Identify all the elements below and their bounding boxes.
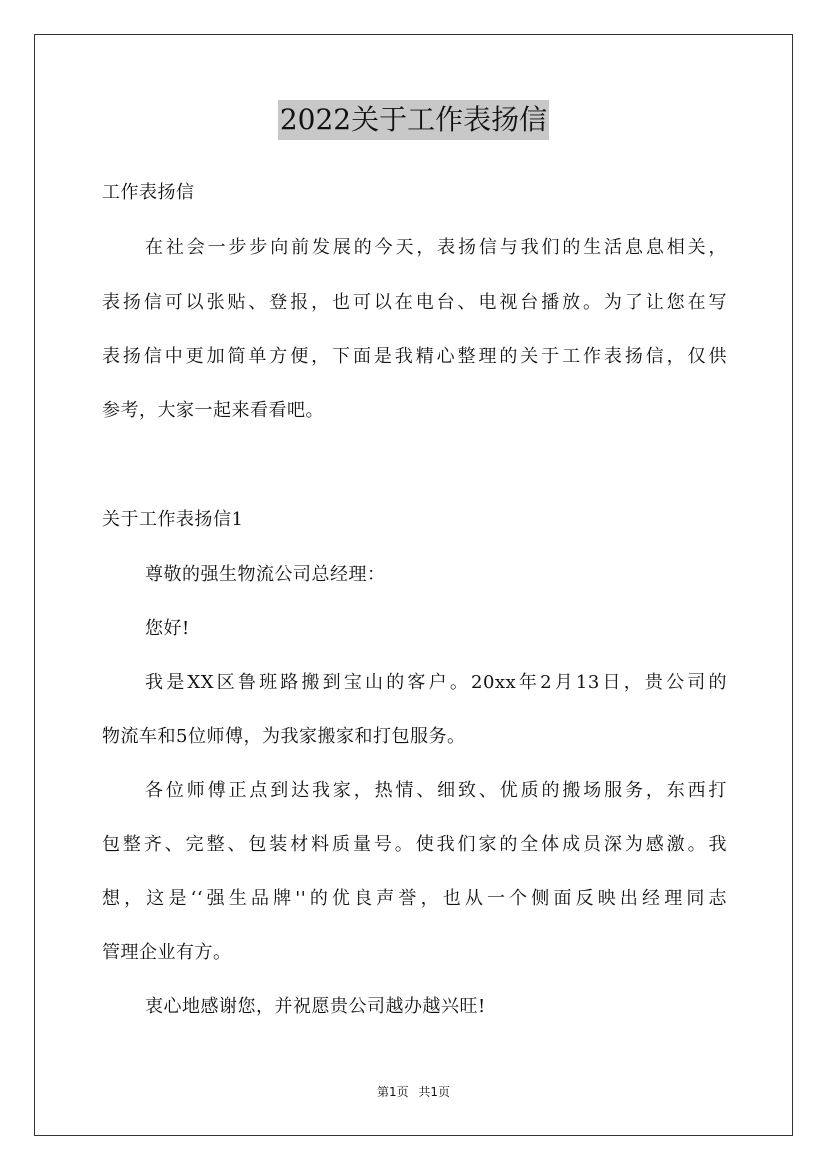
title-container <box>0 100 827 140</box>
para2-line-3: 想，这是‘‘强生品牌''的优良声誉，也从一个侧面反映出经理同志 <box>102 888 727 909</box>
greeting: 您好! <box>145 618 190 639</box>
section-title: 关于工作表扬信1 <box>102 509 244 530</box>
intro-line-3: 表扬信中更加简单方便，下面是我精心整理的关于工作表扬信，仅供 <box>102 346 727 367</box>
intro-line-2: 表扬信可以张贴、登报，也可以在电台、电视台播放。为了让您在写 <box>102 292 727 313</box>
para1-line-1: 我是XX区鲁班路搬到宝山的客户。20xx年2月13日，贵公司的 <box>145 672 727 693</box>
para2-line-4: 管理企业有方。 <box>102 942 232 963</box>
salutation: 尊敬的强生物流公司总经理： <box>145 564 386 585</box>
page-footer <box>0 1083 827 1100</box>
intro-line-1: 在社会一步步向前发展的今天，表扬信与我们的生活息息相关， <box>145 237 727 258</box>
para1-line-2: 物流车和5位师傅，为我家搬家和打包服务。 <box>102 726 466 747</box>
page-number: 第1页 <box>376 1085 409 1099</box>
page-total: 共1页 <box>418 1085 451 1099</box>
intro-line-4: 参考，大家一起来看看吧。 <box>102 400 324 421</box>
document-title: 2022关于工作表扬信 <box>278 100 549 140</box>
heading: 工作表扬信 <box>102 182 195 203</box>
para2-line-1: 各位师傅正点到达我家，热情、细致、优质的搬场服务，东西打 <box>145 780 727 801</box>
closing: 衷心地感谢您，并祝愿贵公司越办越兴旺! <box>145 996 486 1017</box>
para2-line-2: 包整齐、完整、包装材料质量号。使我们家的全体成员深为感激。我 <box>102 834 727 855</box>
